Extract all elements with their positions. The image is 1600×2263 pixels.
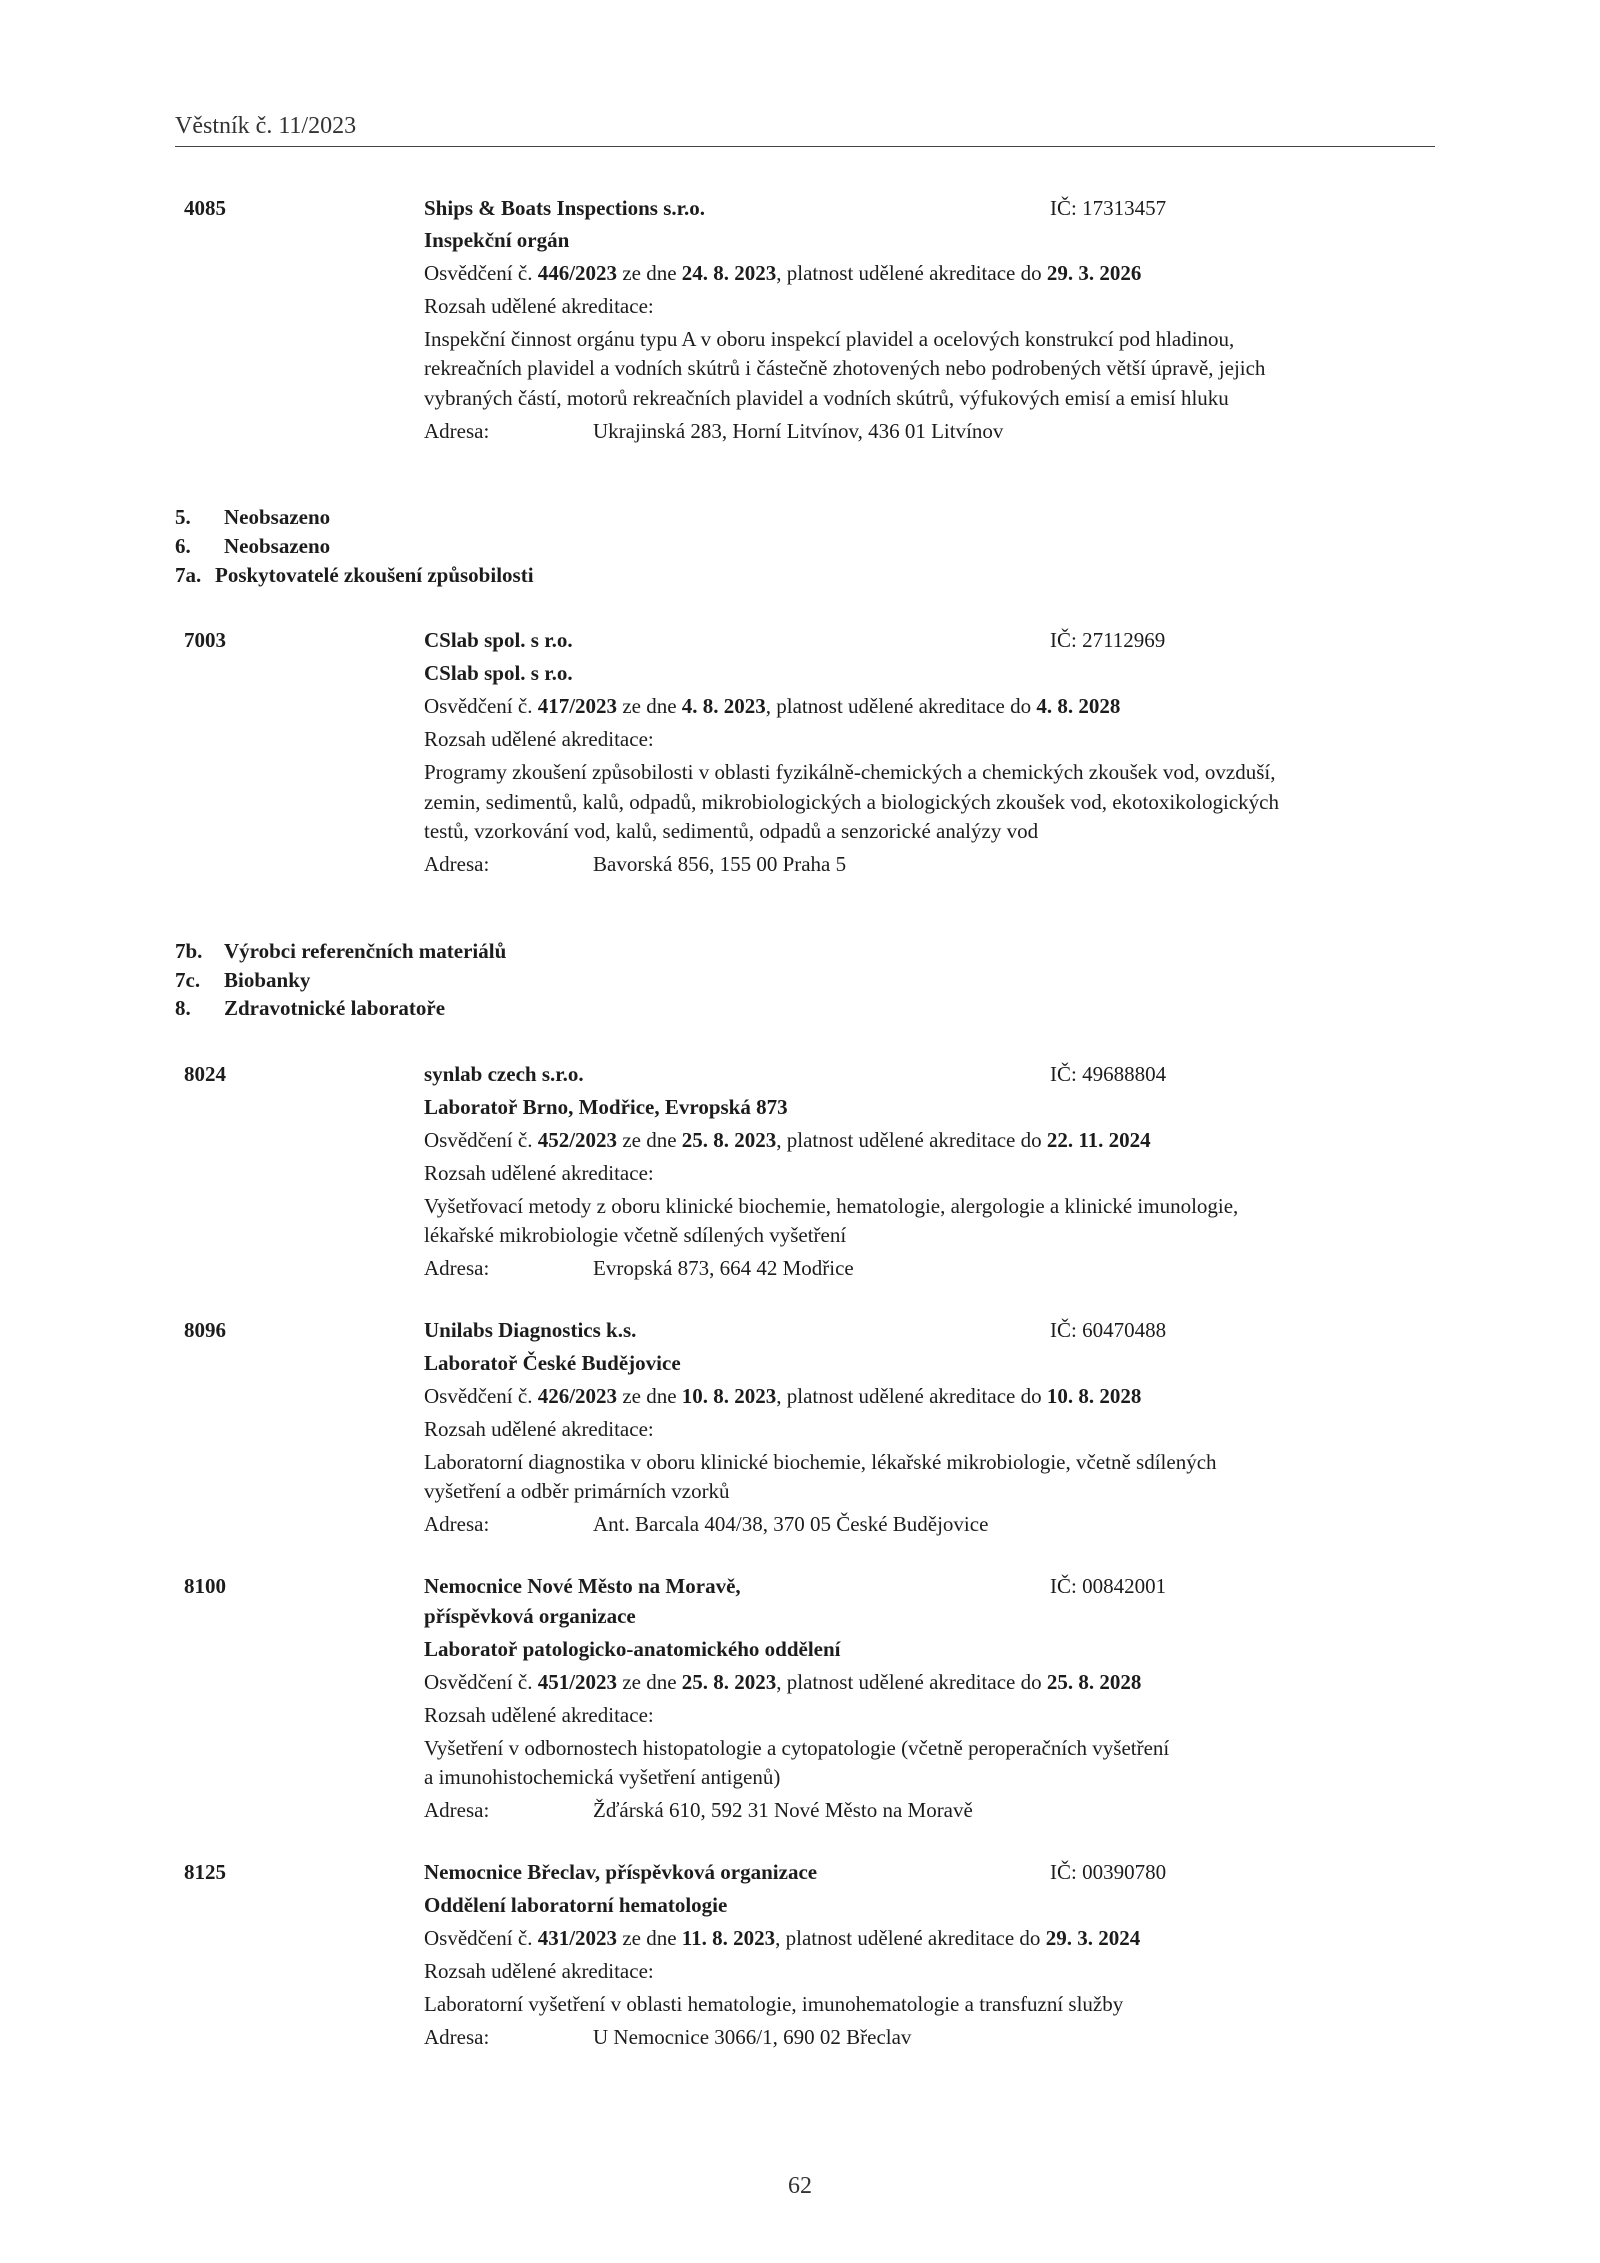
unit-name: Oddělení laboratorní hematologie [424, 1893, 728, 1917]
unit-name: příspěvková organizace [424, 1604, 636, 1628]
scope-label: Rozsah udělené akreditace: [424, 1703, 654, 1727]
certificate-line: Osvědčení č. 431/2023 ze dne 11. 8. 2023, platnost udělené akreditace do 29. 3. 2024 [424, 1926, 1141, 1950]
address-label: Adresa: [424, 2025, 490, 2049]
company-id: IČ: 49688804 [1050, 1062, 1167, 1086]
scope-text: Vyšetřovací metody z oboru klinické biochemie, hematologie, alergologie a klinické imunologie, [424, 1194, 1239, 1218]
scope-text: Laboratorní diagnostika v oboru klinické biochemie, lékařské mikrobiologie, včetně sdílených [424, 1450, 1217, 1474]
company-name: Nemocnice Nové Město na Moravě, [424, 1574, 741, 1598]
unit-name: Inspekční orgán [424, 228, 570, 252]
scope-text: rekreačních plavidel a vodních skútrů i částečně zhotovených nebo podrobených větší úpravě, jejich [424, 356, 1266, 380]
address-label: Adresa: [424, 852, 490, 876]
certificate-line: Osvědčení č. 426/2023 ze dne 10. 8. 2023, platnost udělené akreditace do 10. 8. 2028 [424, 1384, 1142, 1408]
entry-number: 8096 [184, 1318, 226, 1342]
scope-text: vyšetření a odběr primárních vzorků [424, 1479, 730, 1503]
address-label: Adresa: [424, 1256, 490, 1280]
unit-name: CSlab spol. s r.o. [424, 661, 573, 685]
address-label: Adresa: [424, 1798, 490, 1822]
scope-label: Rozsah udělené akreditace: [424, 1959, 654, 1983]
scope-text: Vyšetření v odbornostech histopatologie a cytopatologie (včetně peroperačních vyšetření [424, 1736, 1170, 1760]
unit-name: Laboratoř Brno, Modřice, Evropská 873 [424, 1095, 788, 1119]
scope-text: Programy zkoušení způsobilosti v oblasti fyzikálně-chemických a chemických zkoušek vod, ovzduší, [424, 760, 1276, 784]
address-value: U Nemocnice 3066/1, 690 02 Břeclav [593, 2025, 912, 2049]
scope-label: Rozsah udělené akreditace: [424, 1417, 654, 1441]
entry-number: 4085 [184, 196, 226, 220]
company-id: IČ: 60470488 [1050, 1318, 1167, 1342]
scope-text: vybraných částí, motorů rekreačních plavidel a vodních skútrů, výfukových emisí a emisí hluku [424, 386, 1229, 410]
scope-text: lékařské mikrobiologie včetně sdílených vyšetření [424, 1223, 847, 1247]
scope-label: Rozsah udělené akreditace: [424, 1161, 654, 1185]
scope-label: Rozsah udělené akreditace: [424, 294, 654, 318]
scope-text: Laboratorní vyšetření v oblasti hematologie, imunohematologie a transfuzní služby [424, 1992, 1124, 2016]
company-id: IČ: 27112969 [1050, 628, 1166, 652]
scope-text: zemin, sedimentů, kalů, odpadů, mikrobiologických a biologických zkoušek vod, ekotoxikologických [424, 790, 1279, 814]
entry-number: 7003 [184, 628, 226, 652]
company-name: synlab czech s.r.o. [424, 1062, 584, 1086]
company-name: Ships & Boats Inspections s.r.o. [424, 196, 706, 220]
certificate-line: Osvědčení č. 451/2023 ze dne 25. 8. 2023, platnost udělené akreditace do 25. 8. 2028 [424, 1670, 1142, 1694]
company-name: Nemocnice Břeclav, příspěvková organizace [424, 1860, 818, 1884]
address-value: Bavorská 856, 155 00 Praha 5 [593, 852, 847, 876]
entry-number: 8125 [184, 1860, 226, 1884]
certificate-line: Osvědčení č. 417/2023 ze dne 4. 8. 2023, platnost udělené akreditace do 4. 8. 2028 [424, 694, 1121, 718]
scope-text: a imunohistochemická vyšetření antigenů) [424, 1765, 781, 1789]
company-id: IČ: 17313457 [1050, 196, 1167, 220]
company-name: Unilabs Diagnostics k.s. [424, 1318, 637, 1342]
entry-number: 8100 [184, 1574, 226, 1598]
address-value: Evropská 873, 664 42 Modřice [593, 1256, 854, 1280]
entry-number: 8024 [184, 1062, 226, 1086]
company-id: IČ: 00842001 [1050, 1574, 1167, 1598]
address-value: Ant. Barcala 404/38, 370 05 České Budějovice [593, 1512, 989, 1536]
scope-text: testů, vzorkování vod, kalů, sedimentů, odpadů a senzorické analýzy vod [424, 819, 1039, 843]
company-name: CSlab spol. s r.o. [424, 628, 573, 652]
address-label: Adresa: [424, 1512, 490, 1536]
unit-name: Laboratoř patologicko-anatomického oddělení [424, 1637, 841, 1661]
address-label: Adresa: [424, 419, 490, 443]
address-value: Žďárská 610, 592 31 Nové Město na Moravě [593, 1798, 973, 1822]
company-id: IČ: 00390780 [1050, 1860, 1167, 1884]
scope-text: Inspekční činnost orgánu typu A v oboru inspekcí plavidel a ocelových konstrukcí pod hladinou, [424, 327, 1235, 351]
scope-label: Rozsah udělené akreditace: [424, 727, 654, 751]
certificate-line: Osvědčení č. 446/2023 ze dne 24. 8. 2023, platnost udělené akreditace do 29. 3. 2026 [424, 261, 1142, 285]
address-value: Ukrajinská 283, Horní Litvínov, 436 01 Litvínov [593, 419, 1004, 443]
unit-name: Laboratoř České Budějovice [424, 1351, 681, 1375]
page-number: 62 [788, 2173, 812, 2199]
page-header-title: Věstník č. 11/2023 [175, 113, 357, 139]
certificate-line: Osvědčení č. 452/2023 ze dne 25. 8. 2023, platnost udělené akreditace do 22. 11. 2024 [424, 1128, 1151, 1152]
header-divider [175, 146, 1435, 147]
